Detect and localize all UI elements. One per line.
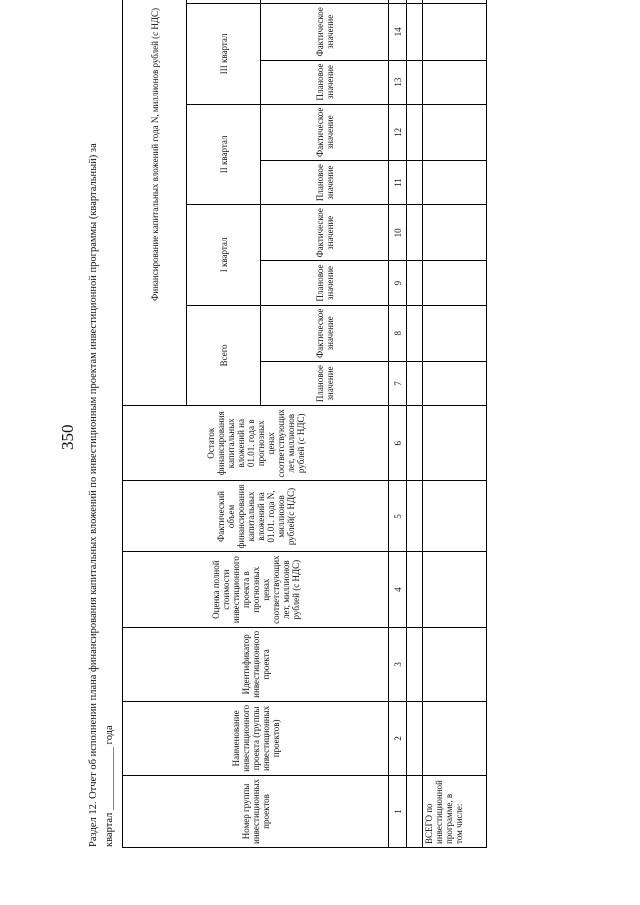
header-q1-planned: Плановое значение (261, 261, 389, 305)
column-number: 4 (389, 552, 407, 627)
heading-line-1: Раздел 12. Отчет об исполнении плана финансирования капитальных вложений по инвестиционным проектам инвестиционной программы (квартальный) за (88, 143, 99, 847)
column-number (389, 0, 407, 4)
header-q4-planned (261, 0, 389, 4)
column-number: 2 (389, 701, 407, 775)
column-number: 3 (389, 627, 407, 701)
total-cell (423, 4, 487, 60)
investment-report-table (122, 0, 487, 848)
header-financing-year-n: Финансирование капитальных вложений года N, миллионов рублей (с НДС) (123, 0, 187, 406)
column-number: 5 (389, 481, 407, 552)
column-number: 9 (389, 261, 407, 305)
header-remaining-financing-start: Остаток финансирования капитальных вложений на 01.01. года в прогнозных ценах соответствующих лет, миллионов рублей (с НДС) (123, 406, 389, 481)
total-cell (423, 261, 487, 305)
empty-cell (407, 361, 423, 405)
header-full-cost-estimate: Оценка полной стоимости инвестиционного проекта в прогнозных ценах соответствующих лет, миллионов рублей (с НДС) (123, 552, 389, 627)
header-quarter-1: I квартал (187, 205, 261, 305)
empty-cell (407, 775, 423, 847)
header-q2-planned: Плановое значение (261, 161, 389, 205)
total-cell (423, 552, 487, 627)
header-group-number: Номер группы инвестиционных проектов (123, 775, 389, 847)
empty-cell (407, 406, 423, 481)
empty-row (407, 0, 423, 848)
total-row-label: ВСЕГО по инвестиционной программе, в том числе: (423, 775, 487, 847)
column-number: 10 (389, 205, 407, 261)
section-heading (86, 87, 118, 847)
header-q3-planned: Плановое значение (261, 60, 389, 104)
column-number: 1 (389, 775, 407, 847)
empty-cell (407, 552, 423, 627)
total-cell (423, 305, 487, 361)
header-q2-actual: Фактическое значение (261, 104, 389, 160)
column-number: 11 (389, 161, 407, 205)
total-cell (423, 205, 487, 261)
column-number: 7 (389, 361, 407, 405)
column-number: 13 (389, 60, 407, 104)
empty-cell (407, 0, 423, 4)
header-quarter-2: II квартал (187, 104, 261, 204)
header-project-name: Наименование инвестиционного проекта (группы инвестиционных проектов) (123, 701, 389, 775)
header-q1-actual: Фактическое значение (261, 205, 389, 261)
total-row (423, 0, 487, 848)
total-cell (423, 701, 487, 775)
empty-cell (407, 627, 423, 701)
empty-cell (407, 4, 423, 60)
column-number-row (389, 0, 407, 848)
column-number: 14 (389, 4, 407, 60)
empty-cell (407, 205, 423, 261)
header-total-actual: Фактическое значение (261, 305, 389, 361)
total-cell (423, 0, 487, 4)
total-cell (423, 104, 487, 160)
header-total-planned: Плановое значение (261, 361, 389, 405)
empty-cell (407, 481, 423, 552)
empty-cell (407, 60, 423, 104)
total-cell (423, 406, 487, 481)
header-q3-actual: Фактическое значение (261, 4, 389, 60)
total-cell (423, 361, 487, 405)
total-cell (423, 481, 487, 552)
empty-cell (407, 161, 423, 205)
header-total: Всего (187, 305, 261, 405)
heading-line-2: квартал ____________ года (104, 725, 115, 847)
column-number: 8 (389, 305, 407, 361)
column-number: 6 (389, 406, 407, 481)
header-actual-financing-start: Фактический объем финансирования капитальных вложений на 01.01. года N, миллионов рублей(с НДС) (123, 481, 389, 552)
column-number: 12 (389, 104, 407, 160)
empty-cell (407, 701, 423, 775)
empty-cell (407, 261, 423, 305)
total-cell (423, 161, 487, 205)
header-quarter-3: III квартал (187, 4, 261, 104)
empty-cell (407, 305, 423, 361)
header-quarter-4 (187, 0, 261, 4)
page-number: 350 (58, 424, 77, 450)
header-project-id: Идентификатор инвестиционного проекта (123, 627, 389, 701)
empty-cell (407, 104, 423, 160)
total-cell (423, 627, 487, 701)
total-cell (423, 60, 487, 104)
